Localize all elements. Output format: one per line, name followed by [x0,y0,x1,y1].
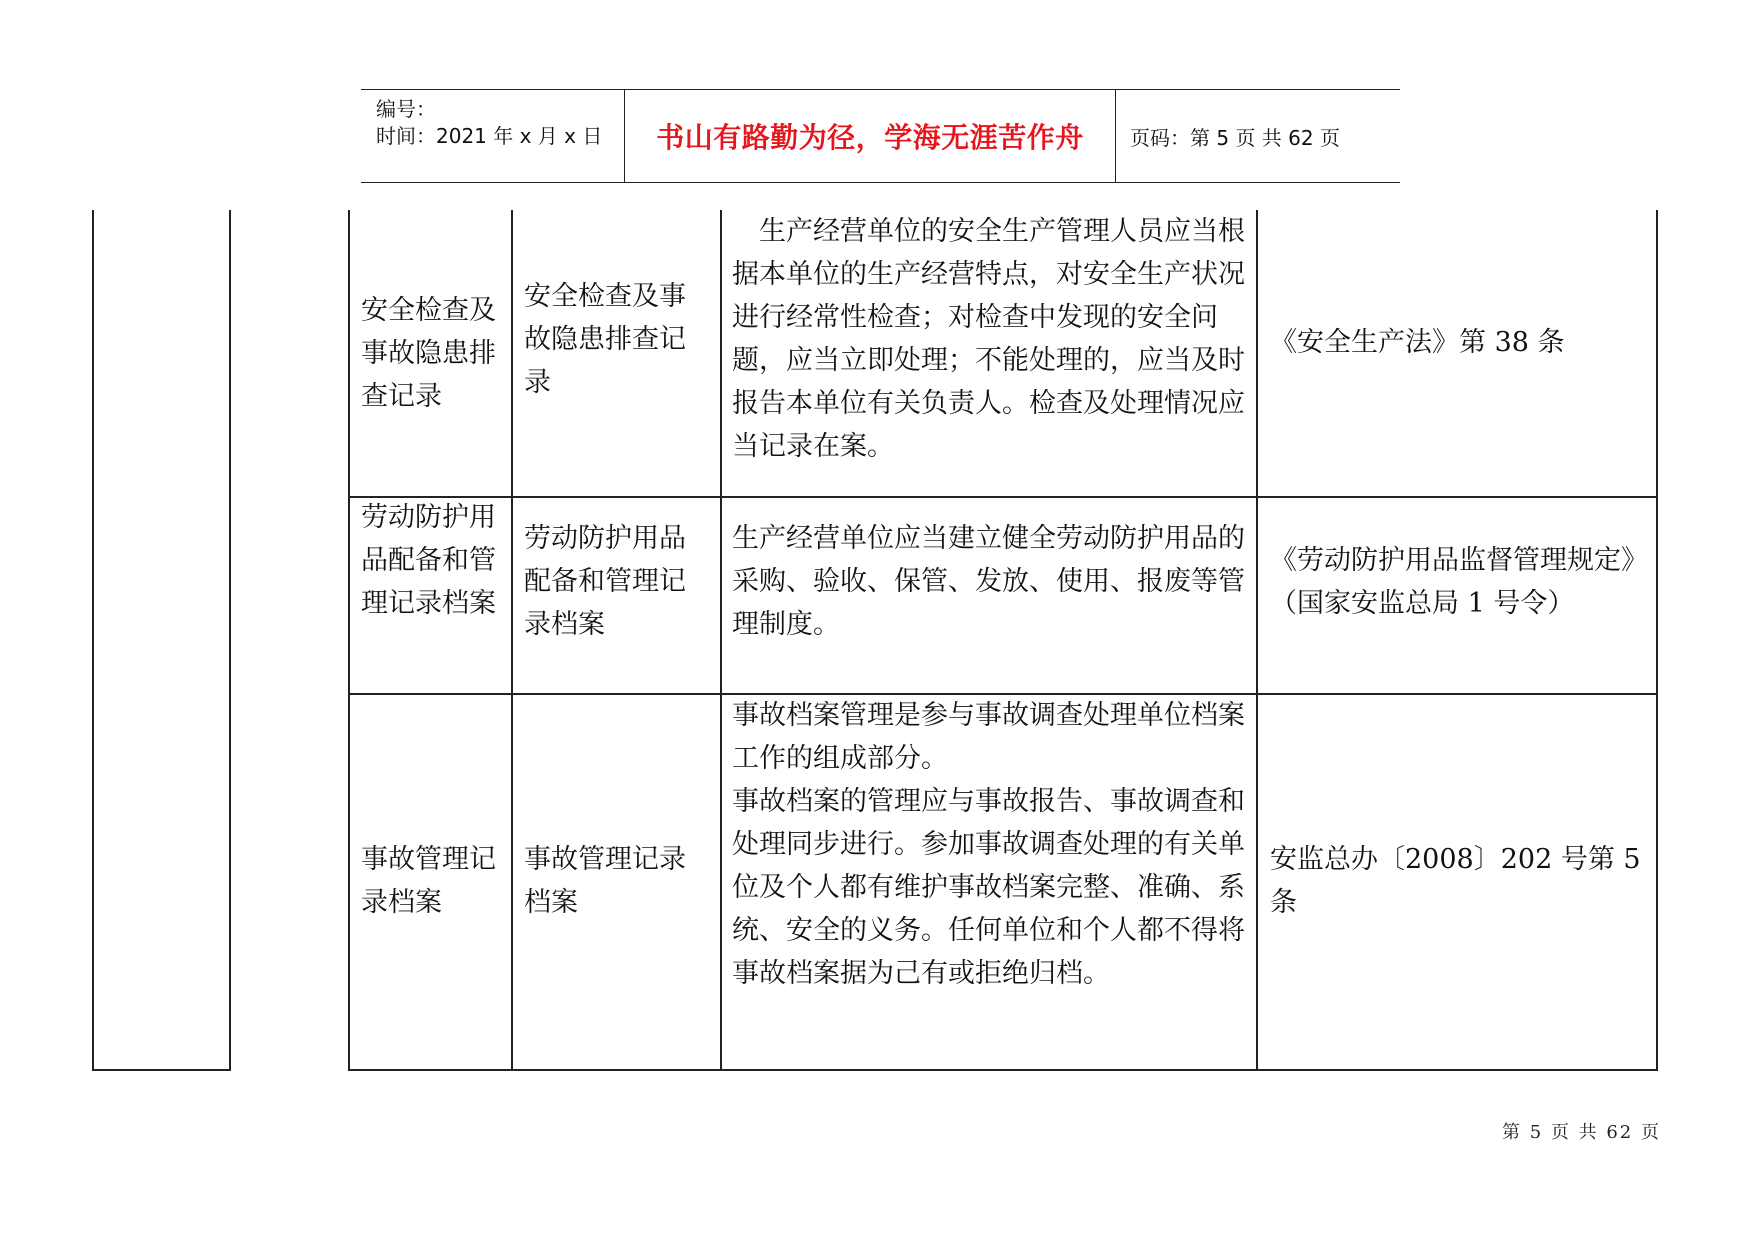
page-header [361,89,1400,183]
row3-category: 事故管理记录档案 [361,844,496,918]
page-footer: 第 5 页 共 62 页 [1502,1122,1661,1143]
row1-basis: 《安全生产法》第 38 条 [1270,326,1565,358]
document-number-label: 编号： [376,97,436,121]
row3-record: 事故管理记录档案 [524,844,686,918]
row3-basis-cell [1270,693,1648,1069]
row2-basis: 《劳动防护用品监督管理规定》（国家安监总局 1 号令） [1270,545,1648,619]
row2-category: 劳动防护用品配备和管理记录档案 [361,502,496,619]
row2-basis-cell [1270,496,1650,668]
table-border [348,1069,1658,1071]
row2-record: 劳动防护用品配备和管理记录档案 [524,523,686,640]
table-border [1656,210,1658,1070]
table-border [229,210,231,1070]
row3-requirement-paragraph-1: 事故档案管理是参与事故调查处理单位档案工作的组成部分。 [732,700,1245,774]
row1-requirement-cell [732,210,1250,468]
table-border [1256,210,1258,1070]
row1-record-cell [524,275,708,404]
row3-basis: 安监总办〔2008〕202 号第 5 条 [1270,844,1641,918]
row1-category-cell [361,210,501,496]
header-page-number: 页码：第 5 页 共 62 页 [1130,125,1340,150]
document-date-label: 时间：2021 年 x 月 x 日 [376,124,603,148]
row3-record-cell [524,693,708,1069]
row2-requirement-cell [732,517,1250,646]
table-border [92,210,94,1070]
header-meta [361,90,625,182]
row3-requirement-paragraph-2: 事故档案的管理应与事故报告、事故调查和处理同步进行。参加事故调查处理的有关单位及个人都有维护事故档案完整、准确、系统、安全的义务。任何单位和个人都不得将事故档案据为己有或拒绝归档。 [732,786,1245,989]
row1-record: 安全检查及事故隐患排查记录 [524,281,686,398]
row1-basis-cell [1270,210,1648,474]
header-motto: 书山有路勤为径，学海无涯苦作舟 [625,90,1116,182]
row2-category-cell [361,496,501,625]
row2-record-cell [524,517,708,646]
table-border [348,210,350,1070]
table-border [720,210,722,1070]
row3-requirement-cell [732,694,1250,995]
table-border [92,1069,231,1071]
row3-category-cell [361,693,501,1069]
table-border [511,210,513,1070]
row1-requirement: 生产经营单位的安全生产管理人员应当根据本单位的生产经营特点，对安全生产状况进行经常性检查；对检查中发现的安全问题，应当立即处理；不能处理的，应当及时报告本单位有关负责人。检查及处理情况应当记录在案。 [732,216,1245,462]
row2-requirement: 生产经营单位应当建立健全劳动防护用品的采购、验收、保管、发放、使用、报废等管理制度。 [732,523,1245,640]
row1-category: 安全检查及事故隐患排查记录 [361,294,496,412]
